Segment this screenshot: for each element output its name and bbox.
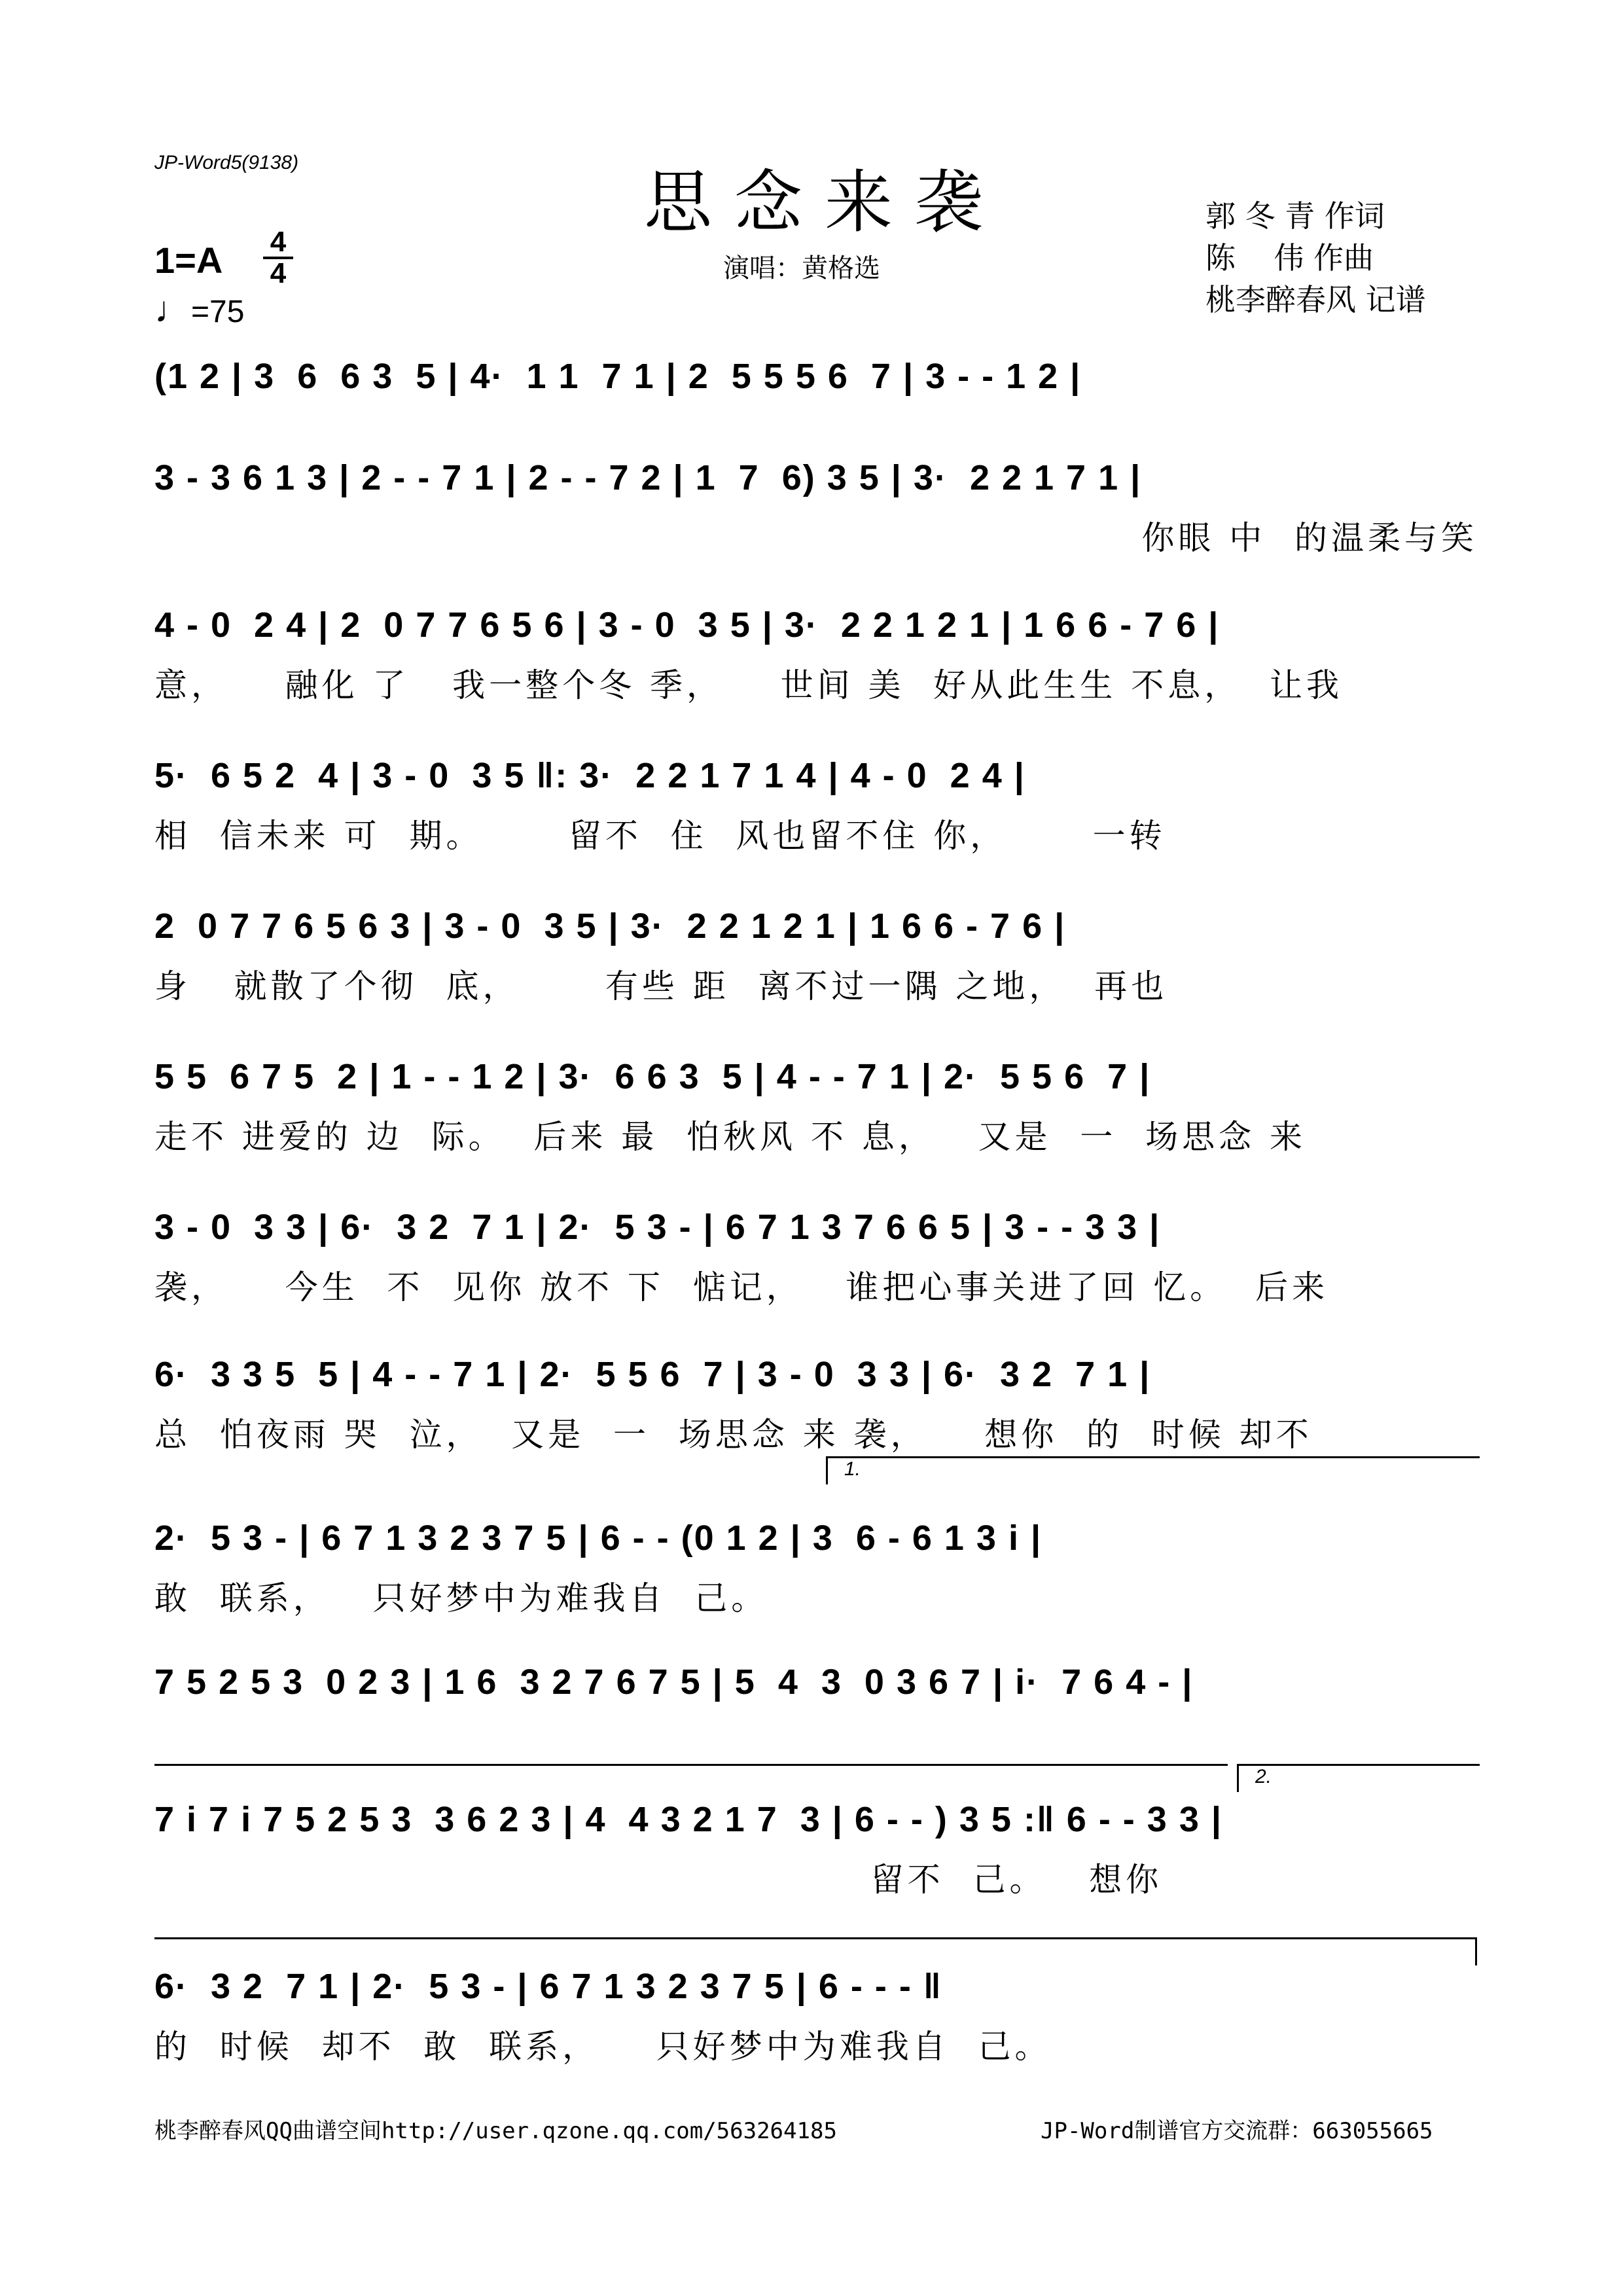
singer-credit: 演唱：黄格选 — [723, 253, 880, 283]
notation-line: 3 - 3 6 1 3 | 2 - - 7 1 | 2 - - 7 2 | 1 7 6) 3 5 | 3· 2 2 1 7 1 | — [154, 458, 1142, 497]
notation-line: 7 i 7 i 7 5 2 5 3 3 6 2 3 | 4 4 3 2 1 7 3 | 6 - - ) 3 5 :‖ 6 - - 3 3 | — [154, 1800, 1222, 1839]
lyricist-credit: 郭 冬 青 作词 — [1205, 198, 1385, 234]
lyric-line: 的 时候 却不 敢 联系， 只好梦中为难我自 己。 — [154, 2028, 1052, 2066]
lyric-line: 敢 联系， 只好梦中为难我自 己。 — [154, 1579, 768, 1617]
notation-line: 6· 3 3 5 5 | 4 - - 7 1 | 2· 5 5 6 7 | 3 - 0 3 3 | 6· 3 2 7 1 | — [154, 1355, 1151, 1394]
song-title: 思念来袭 — [643, 162, 1005, 242]
notation-line: 5 5 6 7 5 2 | 1 - - 1 2 | 3· 6 6 3 5 | 4 - - 7 1 | 2· 5 5 6 7 | — [154, 1057, 1151, 1096]
time-denominator: 4 — [270, 257, 287, 289]
lyric-line: 留不 己。 想你 — [154, 1861, 1163, 1899]
lyric-line: 总 怕夜雨 哭 泣， 又是 一 场思念 来 袭， 想你 的 时候 却不 — [154, 1416, 1313, 1454]
tempo-value: =75 — [191, 295, 245, 329]
lyric-line: 你眼 中 的温柔与笑 — [1141, 519, 1478, 557]
notation-line: 3 - 0 3 3 | 6· 3 2 7 1 | 2· 5 3 - | 6 7 1 3 7 6 6 5 | 3 - - 3 3 | — [154, 1208, 1161, 1247]
footer-qzone-link[interactable]: 桃李醉春风QQ曲谱空间http://user.qzone.qq.com/563264185 — [154, 2118, 837, 2144]
software-version: JP-Word5(9138) — [154, 152, 299, 173]
notation-line: 6· 3 2 7 1 | 2· 5 3 - | 6 7 1 3 2 3 7 5 | 6 - - - ‖ — [154, 1967, 942, 2006]
lyric-line: 走不 进爱的 边 际。 后来 最 怕秋风 不 息， 又是 一 场思念 来 — [154, 1118, 1306, 1156]
transcriber-credit: 桃李醉春风 记谱 — [1205, 282, 1426, 317]
notation-line: 4 - 0 2 4 | 2 0 7 7 6 5 6 | 3 - 0 3 5 | 3· 2 2 1 2 1 | 1 6 6 - 7 6 | — [154, 605, 1220, 645]
lyric-line: 意， 融化 了 我一整个冬 季， 世间 美 好从此生生 不息， 让我 — [154, 666, 1343, 704]
quarter-note-icon: ♩ — [154, 289, 191, 330]
notation-line: 7 5 2 5 3 0 2 3 | 1 6 3 2 7 6 7 5 | 5 4 3 0 3 6 7 | i· 7 6 4 - | — [154, 1662, 1194, 1702]
tempo-marking — [154, 288, 244, 331]
lyric-line: 袭， 今生 不 见你 放不 下 惦记， 谁把心事关进了回 忆。 后来 — [154, 1268, 1329, 1306]
volta-bracket-first — [826, 1456, 1480, 1484]
credits-block — [1205, 195, 1426, 321]
lyric-line: 相 信未来 可 期。 留不 住 风也留不住 你， 一转 — [154, 817, 1166, 855]
lyric-line: 身 就散了个彻 底， 有些 距 离不过一隅 之地， 再也 — [154, 967, 1168, 1005]
footer-group-info: JP-Word制谱官方交流群：663055665 — [1041, 2118, 1433, 2144]
notation-line: 2 0 7 7 6 5 6 3 | 3 - 0 3 5 | 3· 2 2 1 2 1 | 1 6 6 - 7 6 | — [154, 906, 1066, 946]
volta-label-second: 2. — [1255, 1766, 1272, 1787]
key-signature: 1=A — [154, 240, 223, 281]
notation-line: 2· 5 3 - | 6 7 1 3 2 3 7 5 | 6 - - (0 1 2 | 3 6 - 6 1 3 i | — [154, 1518, 1043, 1558]
volta-bracket-second — [1237, 1764, 1480, 1792]
notation-line: 5· 6 5 2 4 | 3 - 0 3 5 ‖: 3· 2 2 1 7 1 4 | 4 - 0 2 4 | — [154, 756, 1026, 795]
notation-line: (1 2 | 3 6 6 3 5 | 4· 1 1 7 1 | 2 5 5 5 6 7 | 3 - - 1 2 | — [154, 357, 1082, 396]
volta-label-first: 1. — [844, 1458, 861, 1480]
time-signature — [263, 226, 293, 289]
time-numerator: 4 — [270, 226, 287, 258]
composer-credit: 陈 伟 作曲 — [1205, 240, 1374, 276]
volta-bracket-first-continuation — [154, 1764, 1228, 1792]
